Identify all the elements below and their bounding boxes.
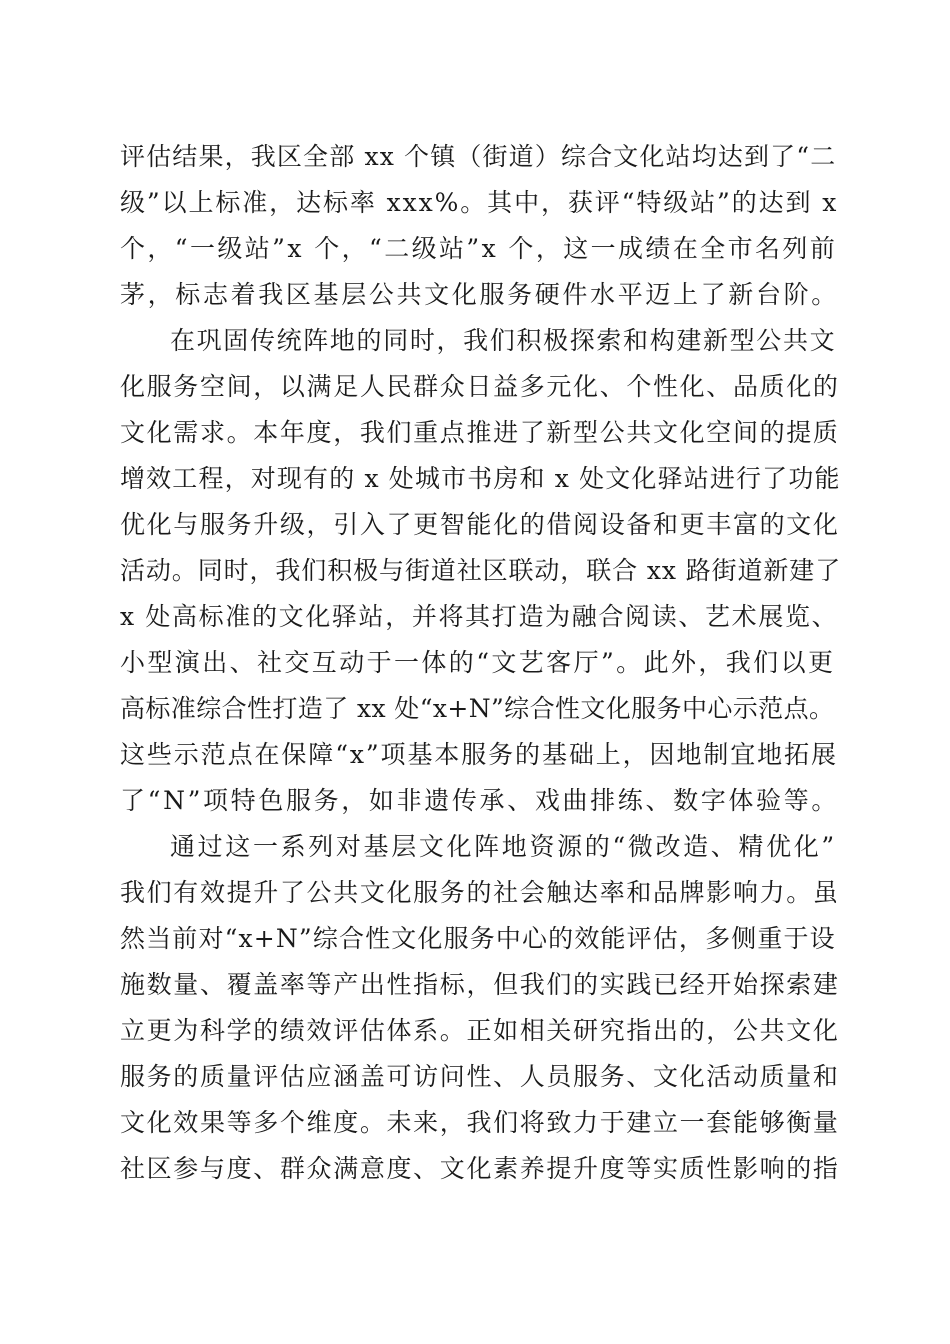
text-line: 高标准综合性打造了 xx 处“x+N”综合性文化服务中心示范点。 — [120, 694, 835, 723]
text-line: 个，“一级站”x 个，“二级站”x 个，这一成绩在全市名列前 — [120, 234, 838, 263]
text-line: x 处高标准的文化驿站，并将其打造为融合阅读、艺术展览、 — [120, 602, 839, 631]
text-line: 我们有效提升了公共文化服务的社会触达率和品牌影响力。虽 — [120, 878, 840, 907]
text-line: 优化与服务升级，引入了更智能化的借阅设备和更丰富的文化 — [120, 510, 840, 539]
text-line: 化服务空间，以满足人民群众日益多元化、个性化、品质化的 — [120, 372, 840, 401]
text-line: 增效工程，对现有的 x 处城市书房和 x 处文化驿站进行了功能 — [120, 464, 841, 493]
text-line: 茅，标志着我区基层公共文化服务硬件水平迈上了新台阶。 — [120, 280, 839, 309]
text-line: 立更为科学的绩效评估体系。正如相关研究指出的，公共文化 — [120, 1016, 840, 1045]
text-line: 了“N”项特色服务，如非遗传承、戏曲排练、数字体验等。 — [120, 786, 839, 815]
text-line: 小型演出、社交互动于一体的“文艺客厅”。此外，我们以更 — [120, 648, 836, 677]
text-line: 级”以上标准，达标率 xxx%。其中，获评“特级站”的达到 x — [120, 188, 839, 217]
paragraph-start-line: 在巩固传统阵地的同时，我们积极探索和构建新型公共文 — [170, 326, 837, 355]
text-line: 这些示范点在保障“x”项基本服务的基础上，因地制宜地拓展 — [120, 740, 838, 769]
text-line: 然当前对“x+N”综合性文化服务中心的效能评估，多侧重于设 — [120, 924, 836, 953]
text-line: 社区参与度、群众满意度、文化素养提升度等实质性影响的指 — [120, 1154, 840, 1183]
text-line: 文化需求。本年度，我们重点推进了新型公共文化空间的提质 — [120, 418, 840, 447]
text-line: 施数量、覆盖率等产出性指标，但我们的实践已经开始探索建 — [120, 970, 840, 999]
text-line: 服务的质量评估应涵盖可访问性、人员服务、文化活动质量和 — [120, 1062, 840, 1091]
text-line: 活动。同时，我们积极与街道社区联动，联合 xx 路街道新建了 — [120, 556, 842, 585]
text-line: 文化效果等多个维度。未来，我们将致力于建立一套能够衡量 — [120, 1108, 840, 1137]
text-line: 评估结果，我区全部 xx 个镇（街道）综合文化站均达到了“二 — [120, 142, 837, 171]
paragraph-start-line: 通过这一系列对基层文化阵地资源的“微改造、精优化” — [170, 832, 837, 861]
